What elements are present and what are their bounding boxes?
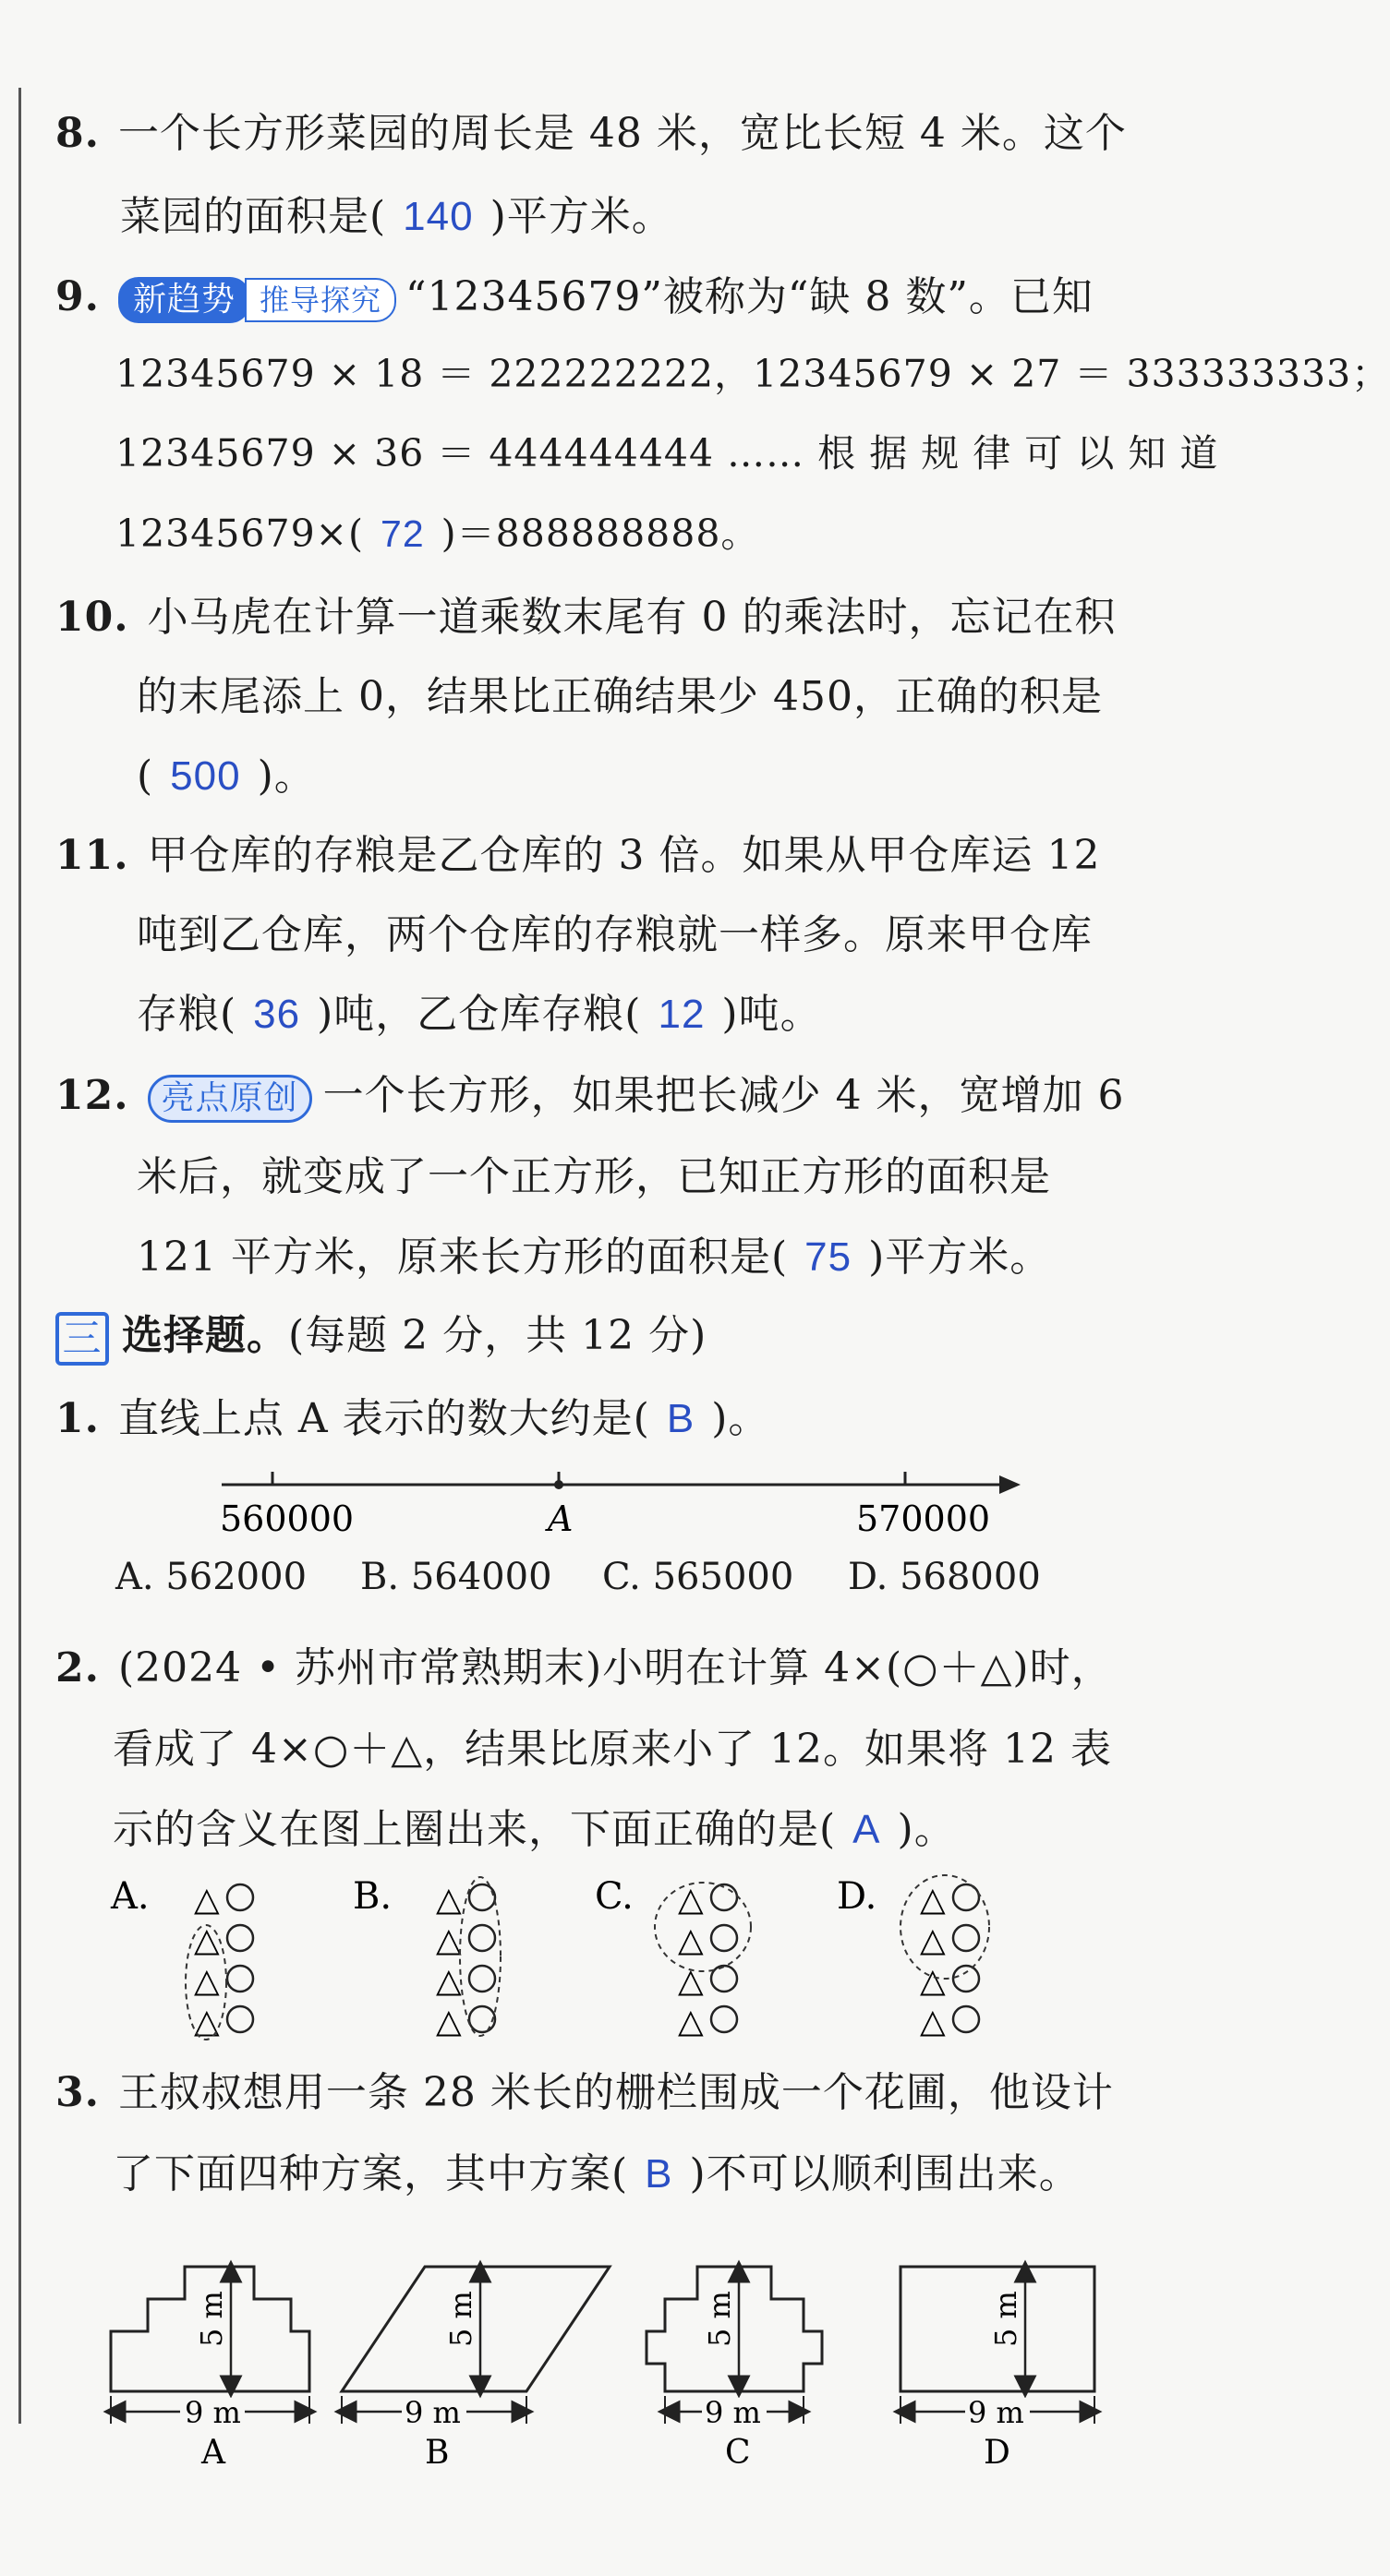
q12-text1: 一个长方形，如果把长减少 4 米，宽增加 6 [322, 1072, 1125, 1119]
triangle-icon: △ [436, 1962, 462, 2000]
c2-text3-post: )。 [897, 1806, 956, 1853]
section3-title: 选择题。 [122, 1312, 288, 1359]
c3-d-width: 9 m [968, 2395, 1024, 2430]
triangle-icon: △ [920, 1921, 946, 1959]
triangle-icon: △ [678, 2003, 704, 2040]
c2-option-a[interactable] [110, 1875, 253, 2040]
q9-line2: 12345679 × 18 ＝ 222222222，12345679 × 27 ＝ 333333333； [115, 352, 1390, 396]
circle-icon [469, 1884, 495, 1910]
q12-number: 12. [55, 1072, 129, 1119]
c2-line1 [55, 1634, 1113, 1693]
q8-answer: 140 [403, 194, 474, 239]
circle-icon [227, 1884, 253, 1910]
circle-icon [953, 1925, 979, 1951]
triangle-icon: △ [678, 1962, 704, 2000]
circle-icon [469, 1966, 495, 1992]
q9-badge: 新趋势 [118, 277, 250, 323]
c3-label-c: C [725, 2434, 751, 2472]
triangle-icon: △ [436, 2003, 462, 2040]
c2-option-label: D. [837, 1875, 877, 1918]
q8-number: 8. [55, 110, 100, 157]
margin-rule [18, 88, 21, 2424]
q11-text3-c: )吨。 [721, 991, 822, 1038]
c3-figures [92, 2207, 1145, 2472]
q11-line1 [55, 822, 1101, 881]
q9-text4-pre: 12345679×( [115, 512, 365, 556]
q11-line2: 吨到乙仓库，两个仓库的存粮就一样多。原来甲仓库 [137, 911, 1093, 958]
q10-line2: 的末尾添上 0，结果比正确结果少 450，正确的积是 [137, 673, 1103, 720]
c1-text-post: )。 [711, 1395, 770, 1442]
c2-option-c[interactable] [595, 1875, 751, 2040]
q12-line1 [55, 1062, 1125, 1123]
c2-text3-pre: 示的含义在图上圈出来，下面正确的是( [113, 1806, 837, 1853]
q9-line3: 12345679 × 36 ＝ 444444444 …… 根 据 规 律 可 以 知 道 [115, 431, 1219, 475]
q10-line3 [137, 742, 316, 801]
c1-axis-arrow [999, 1475, 1021, 1494]
c2-option-d[interactable] [837, 1875, 989, 2040]
q9-text4-post: )＝888888888。 [441, 512, 760, 556]
section3-box: 三 [55, 1312, 109, 1366]
c3-a-width: 9 m [185, 2395, 241, 2430]
c2-option-label: A. [111, 1875, 150, 1918]
circle-icon [953, 2006, 979, 2032]
c3-c-height: 5 m [702, 2291, 737, 2347]
c1-option-b[interactable]: B. 564000 [360, 1556, 552, 1598]
c2-line2: 看成了 4×○＋△，结果比原来小了 12。如果将 12 表 [113, 1726, 1113, 1773]
triangle-icon: △ [920, 2003, 946, 2040]
q10-text3-pre: ( [137, 752, 154, 800]
c3-number: 3. [55, 2069, 100, 2116]
circle-icon [469, 2006, 495, 2032]
q9-text1: “12345679”被称为“缺 8 数”。已知 [405, 273, 1094, 320]
c3-c-width: 9 m [705, 2395, 761, 2430]
q11-number: 11. [55, 832, 129, 879]
c2-text1: (2024 • 苏州市常熟期末)小明在计算 4×(○＋△)时， [117, 1644, 1113, 1691]
c2-option-b[interactable] [353, 1875, 501, 2040]
c3-figure-c [647, 2267, 822, 2472]
q12-answer: 75 [804, 1234, 852, 1280]
c2-answer: A [852, 1807, 881, 1852]
c2-option-diagrams [111, 1870, 1127, 2045]
triangle-icon: △ [920, 1881, 946, 1919]
c2-option-label: C. [595, 1875, 634, 1918]
q11-answer1: 36 [253, 992, 301, 1037]
section3-note: (每题 2 分，共 12 分) [288, 1312, 707, 1359]
q9-line4 [115, 503, 759, 558]
triangle-icon: △ [194, 1881, 220, 1919]
q9-line1 [55, 263, 1094, 323]
c1-option-d[interactable]: D. 568000 [848, 1556, 1041, 1598]
c3-answer: B [645, 2151, 673, 2197]
q12-line2: 米后，就变成了一个正方形，已知正方形的面积是 [137, 1153, 1051, 1200]
circle-icon [227, 2006, 253, 2032]
circle-icon [711, 1966, 737, 1992]
q10-text1: 小马虎在计算一道乘数末尾有 0 的乘法时，忘记在积 [147, 594, 1117, 641]
c2-line3 [113, 1796, 956, 1855]
q9-badge-sub: 推导探究 [245, 278, 396, 322]
circle-icon [227, 1925, 253, 1951]
c1-option-a[interactable]: A. 562000 [115, 1556, 308, 1598]
q10-line1 [55, 584, 1117, 643]
c3-figure-d [900, 2267, 1094, 2472]
q11-line3 [137, 981, 822, 1040]
triangle-icon: △ [678, 1881, 704, 1919]
circle-icon [469, 1925, 495, 1951]
triangle-icon: △ [194, 1962, 220, 2000]
q12-badge: 亮点原创 [148, 1075, 312, 1123]
circle-icon [953, 1966, 979, 1992]
q12-line3 [137, 1223, 1051, 1282]
circle-icon [227, 1966, 253, 1992]
q11-text1: 甲仓库的存粮是乙仓库的 3 倍。如果从甲仓库运 12 [147, 832, 1101, 879]
c3-d-height: 5 m [988, 2291, 1023, 2347]
q8-line1 [55, 100, 1127, 159]
q8-text2-post: )平方米。 [490, 193, 673, 240]
c1-text-pre: 直线上点 A 表示的数大约是( [117, 1395, 650, 1442]
c3-label-a: A [201, 2434, 225, 2472]
circle-icon [711, 1884, 737, 1910]
q9-answer: 72 [381, 512, 425, 555]
q10-text3-post: )。 [257, 752, 316, 800]
c3-text2-post: )不可以顺利围出来。 [689, 2150, 1081, 2197]
c3-line1 [55, 2059, 1114, 2118]
c3-line2 [113, 2140, 1081, 2199]
c3-b-width: 9 m [405, 2395, 461, 2430]
c2-number: 2. [55, 1644, 100, 1691]
q9-number: 9. [55, 273, 100, 320]
c3-figure-a [111, 2267, 309, 2472]
c3-figure-b [342, 2267, 610, 2472]
triangle-icon: △ [920, 1962, 946, 2000]
circle-icon [711, 2006, 737, 2032]
q11-answer2: 12 [658, 992, 706, 1037]
c1-point-label: A [548, 1499, 574, 1539]
c3-label-d: D [984, 2434, 1010, 2472]
q10-number: 10. [55, 594, 129, 641]
c1-line1 [55, 1385, 769, 1444]
c3-text1: 王叔叔想用一条 28 米长的栅栏围成一个花圃，他设计 [117, 2069, 1114, 2116]
circle-icon [953, 1884, 979, 1910]
q8-line2 [120, 183, 673, 242]
triangle-icon: △ [678, 1921, 704, 1959]
c1-answer: B [666, 1396, 695, 1441]
c3-text2-pre: 了下面四种方案，其中方案( [113, 2150, 629, 2197]
triangle-icon: △ [194, 1921, 220, 1959]
triangle-icon: △ [436, 1921, 462, 1959]
dashed-ring [460, 1877, 501, 2036]
c3-label-b: B [425, 2434, 450, 2472]
c1-axis-right-label: 570000 [856, 1499, 991, 1539]
q11-text3-a: 存粮( [137, 991, 237, 1038]
q10-answer: 500 [170, 753, 241, 799]
q12-text3-post: )平方米。 [868, 1234, 1052, 1281]
triangle-icon: △ [194, 2003, 220, 2040]
c3-a-height: 5 m [194, 2291, 229, 2347]
section3-header [55, 1302, 707, 1366]
c1-point [554, 1480, 563, 1489]
q8-text2-pre: 菜园的面积是( [120, 193, 387, 240]
c1-option-c[interactable]: C. 565000 [602, 1556, 794, 1598]
c3-b-height: 5 m [443, 2291, 478, 2347]
c1-axis-left-label: 560000 [220, 1499, 355, 1539]
q8-text1: 一个长方形菜园的周长是 48 米，宽比长短 4 米。这个 [117, 110, 1127, 157]
circle-icon [711, 1925, 737, 1951]
c1-number-line [203, 1450, 1034, 1551]
q11-text3-b: )吨，乙仓库存粮( [317, 991, 642, 1038]
triangle-icon: △ [436, 1881, 462, 1919]
c2-option-label: B. [353, 1875, 393, 1918]
q12-text3-pre: 121 平方米，原来长方形的面积是( [137, 1234, 789, 1281]
c1-number: 1. [55, 1395, 100, 1442]
